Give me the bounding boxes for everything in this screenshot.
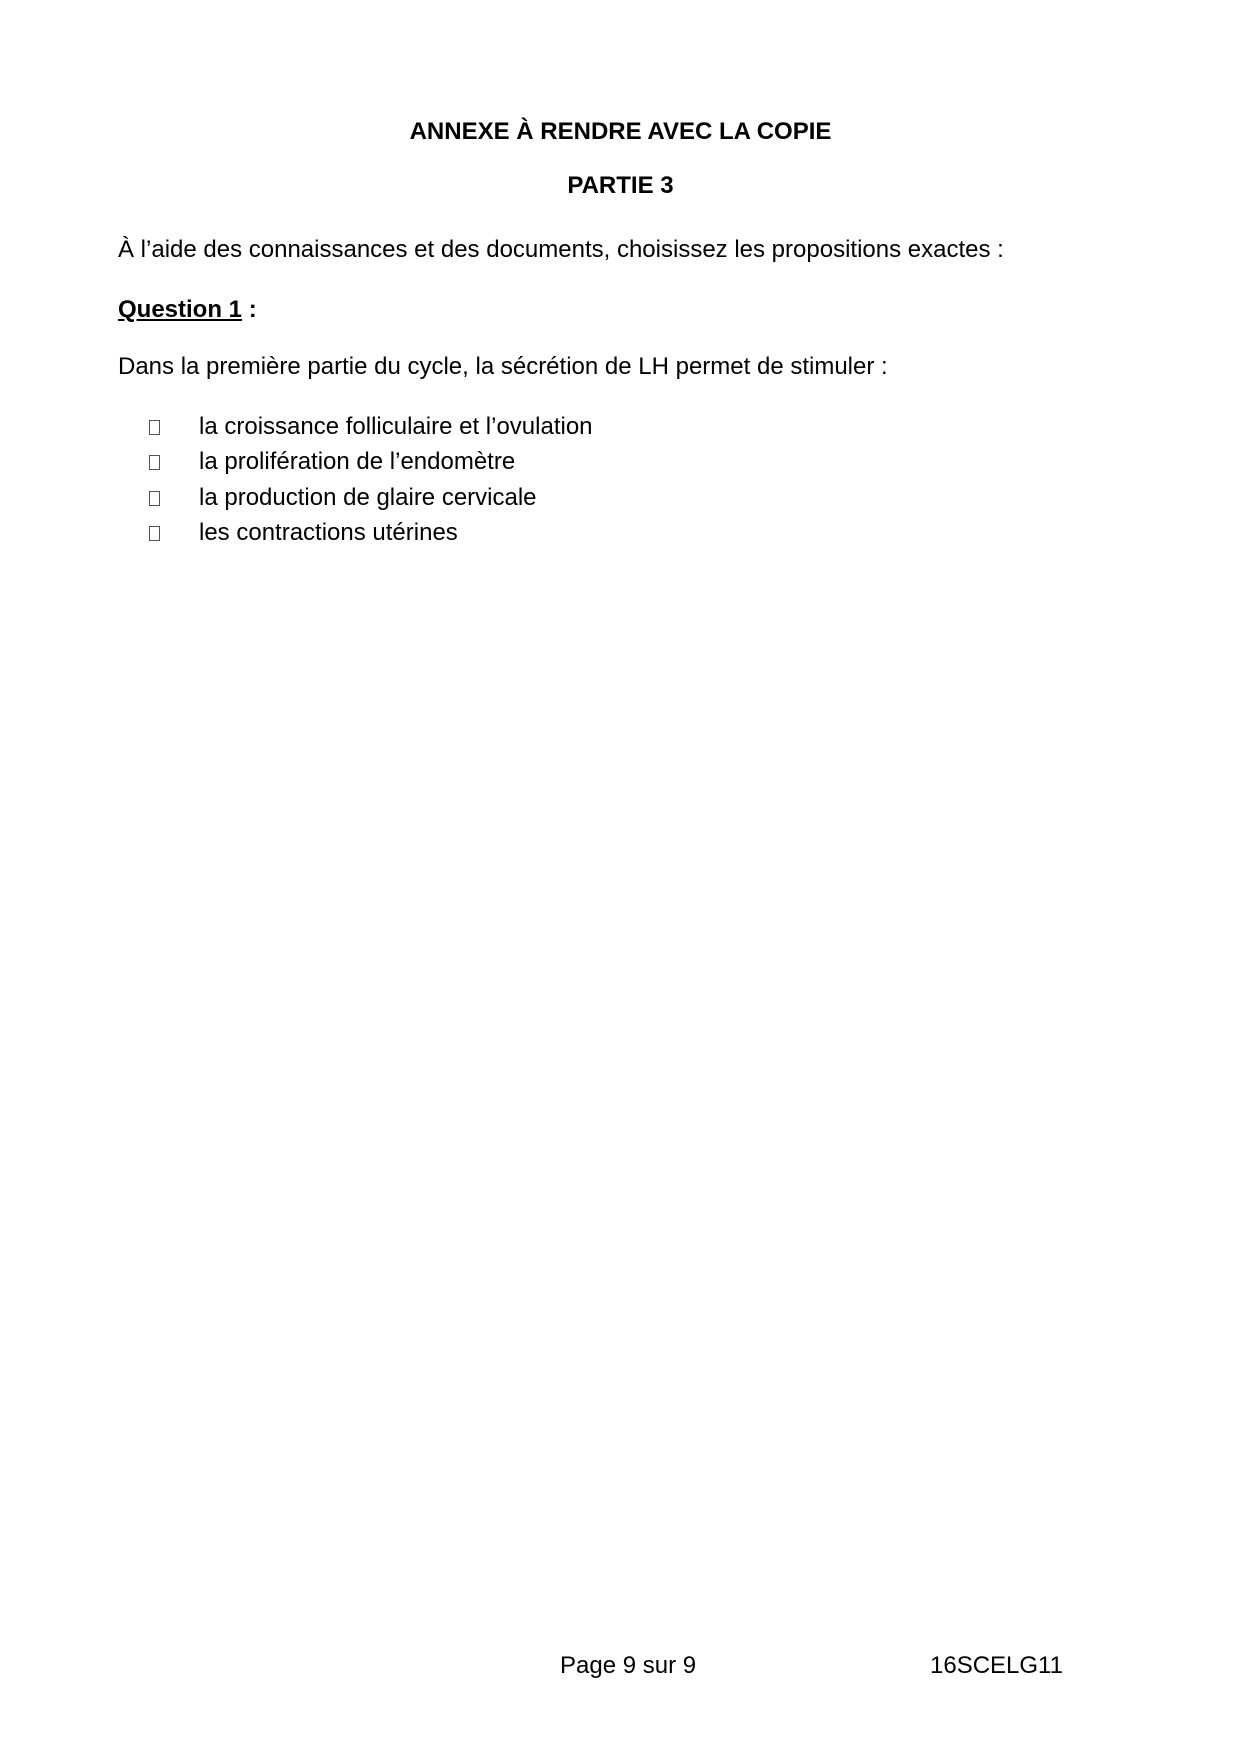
- answer-option-label: la prolifération de l’endomètre: [199, 448, 516, 476]
- checkbox-icon[interactable]: [149, 455, 160, 470]
- question-heading: [118, 295, 257, 325]
- answer-option[interactable]: [0, 447, 1241, 482]
- checkbox-icon[interactable]: [149, 491, 160, 506]
- question-label: Question 1: [118, 296, 243, 323]
- annex-title: ANNEXE À RENDRE AVEC LA COPIE: [409, 118, 832, 145]
- answer-options: [0, 412, 1241, 553]
- answer-option[interactable]: [0, 483, 1241, 518]
- answer-option[interactable]: [0, 412, 1241, 447]
- section-title: PARTIE 3: [567, 172, 674, 199]
- question-prompt: Dans la première partie du cycle, la sécrétion de LH permet de stimuler :: [118, 353, 888, 380]
- checkbox-icon[interactable]: [149, 420, 160, 435]
- document-code: 16SCELG11: [930, 1652, 1063, 1679]
- checkbox-icon[interactable]: [149, 526, 160, 541]
- question-label-suffix: :: [242, 296, 257, 323]
- page-number: Page 9 sur 9: [560, 1652, 697, 1679]
- answer-option-label: la production de glaire cervicale: [199, 483, 537, 511]
- instructions-text: À l’aide des connaissances et des documents, choisissez les propositions exactes :: [118, 236, 1004, 263]
- answer-option[interactable]: [0, 518, 1241, 553]
- answer-option-label: les contractions utérines: [199, 518, 458, 546]
- answer-option-label: la croissance folliculaire et l’ovulation: [199, 413, 593, 440]
